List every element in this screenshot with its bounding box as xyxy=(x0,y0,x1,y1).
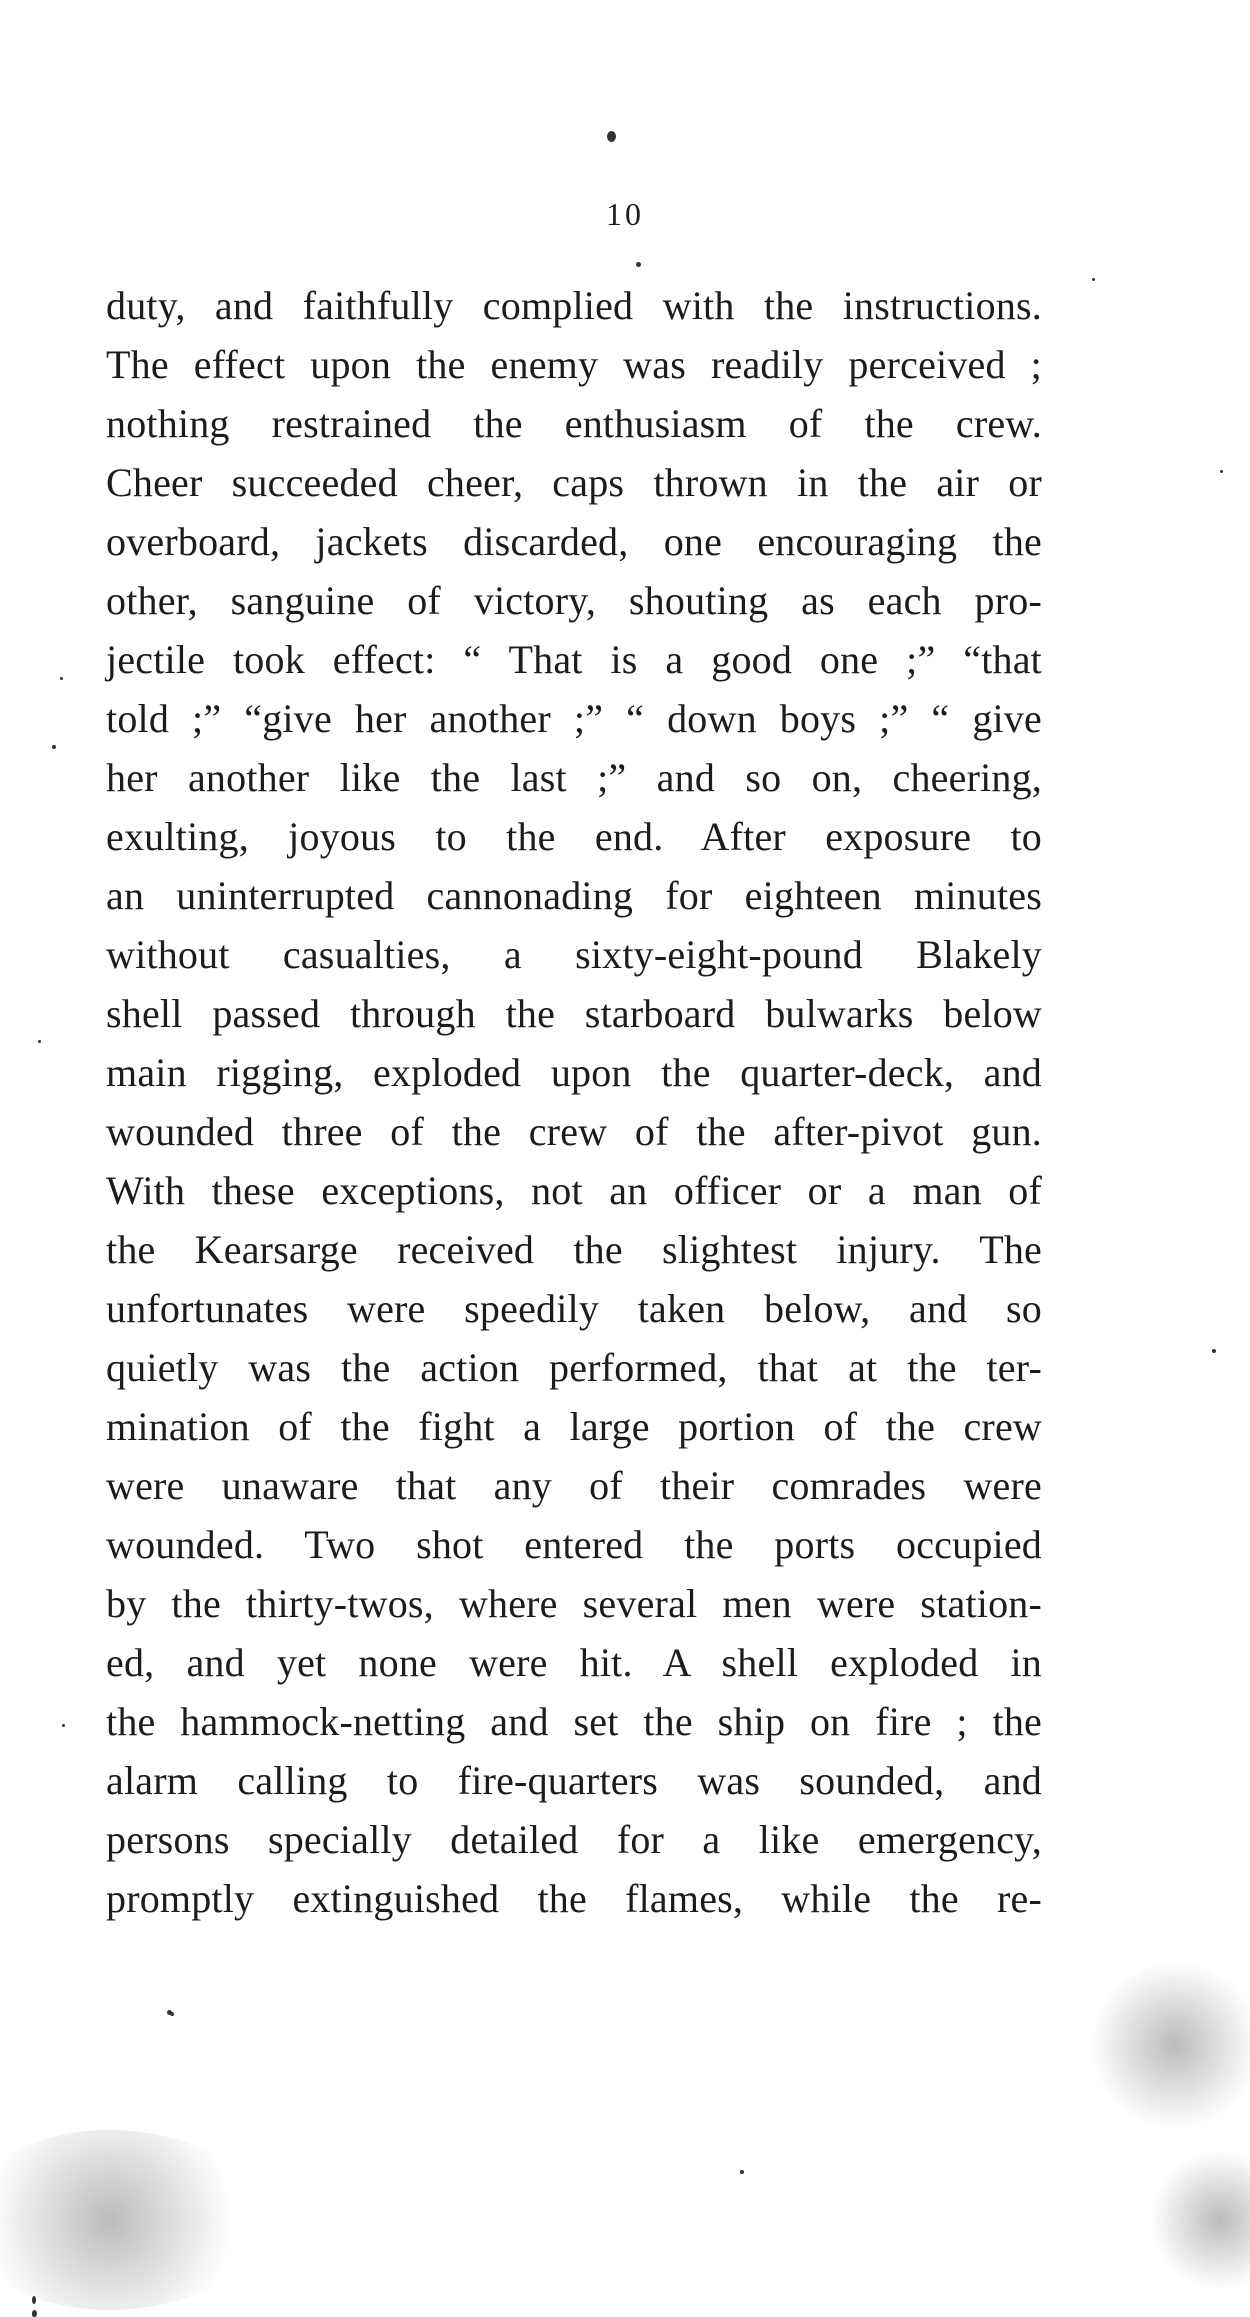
scan-speck xyxy=(170,2012,174,2016)
scan-smudge xyxy=(1090,1960,1250,2130)
text-line: unfortunates were speedily taken below, and so xyxy=(106,1286,1042,1331)
scan-speck xyxy=(636,262,641,267)
text-line: nothing restrained the enthusiasm of the crew. xyxy=(106,401,1042,446)
scan-speck xyxy=(607,131,616,142)
scan-speck xyxy=(62,1724,65,1727)
text-line: the hammock-netting and set the ship on fire ; the xyxy=(106,1699,1042,1744)
text-line: main rigging, exploded upon the quarter-deck, and xyxy=(106,1050,1042,1095)
text-line: mination of the fight a large portion of the crew xyxy=(106,1404,1042,1449)
text-line: persons specially detailed for a like emergency, xyxy=(106,1817,1042,1862)
scan-speck xyxy=(1092,278,1095,281)
scan-speck xyxy=(38,1040,41,1043)
text-line: an uninterrupted cannonading for eighteen minutes xyxy=(106,873,1042,918)
text-line: the Kearsarge received the slightest injury. The xyxy=(106,1227,1042,1272)
scan-speck xyxy=(1212,1349,1216,1353)
scan-smudge xyxy=(1150,2150,1250,2290)
text-line: promptly extinguished the flames, while the re- xyxy=(106,1876,1042,1921)
text-line: exulting, joyous to the end. After exposure to xyxy=(106,814,1042,859)
text-line: jectile took effect: “ That is a good one ;” “that xyxy=(106,637,1042,682)
text-line: Cheer succeeded cheer, caps thrown in the air or xyxy=(106,460,1042,505)
text-line: duty, and faithfully complied with the instructions. xyxy=(106,283,1042,328)
text-line: wounded. Two shot entered the ports occupied xyxy=(106,1522,1042,1567)
scan-speck xyxy=(32,2310,37,2317)
text-line: quietly was the action performed, that at the ter- xyxy=(106,1345,1042,1390)
scan-speck xyxy=(52,745,56,749)
text-line: alarm calling to fire-quarters was sounded, and xyxy=(106,1758,1042,1803)
text-line: overboard, jackets discarded, one encouraging the xyxy=(106,519,1042,564)
text-line: were unaware that any of their comrades were xyxy=(106,1463,1042,1508)
text-line: shell passed through the starboard bulwarks below xyxy=(106,991,1042,1036)
text-line: ed, and yet none were hit. A shell exploded in xyxy=(106,1640,1042,1685)
scan-speck xyxy=(60,677,63,680)
scan-speck xyxy=(1220,470,1223,473)
text-line: With these exceptions, not an officer or a man of xyxy=(106,1168,1042,1213)
text-line: other, sanguine of victory, shouting as each pro- xyxy=(106,578,1042,623)
page-number: 10 xyxy=(606,196,644,232)
text-line: without casualties, a sixty-eight-pound Blakely xyxy=(106,932,1042,977)
text-line: by the thirty-twos, where several men were station- xyxy=(106,1581,1042,1626)
text-line: The effect upon the enemy was readily perceived ; xyxy=(106,342,1042,387)
scan-smudge xyxy=(0,2130,260,2310)
text-line: wounded three of the crew of the after-pivot gun. xyxy=(106,1109,1042,1154)
scan-speck xyxy=(740,2170,744,2174)
text-line: told ;” “give her another ;” “ down boys ;” “ give xyxy=(106,696,1042,741)
text-line: her another like the last ;” and so on, cheering, xyxy=(106,755,1042,800)
body-text xyxy=(106,276,1042,1928)
